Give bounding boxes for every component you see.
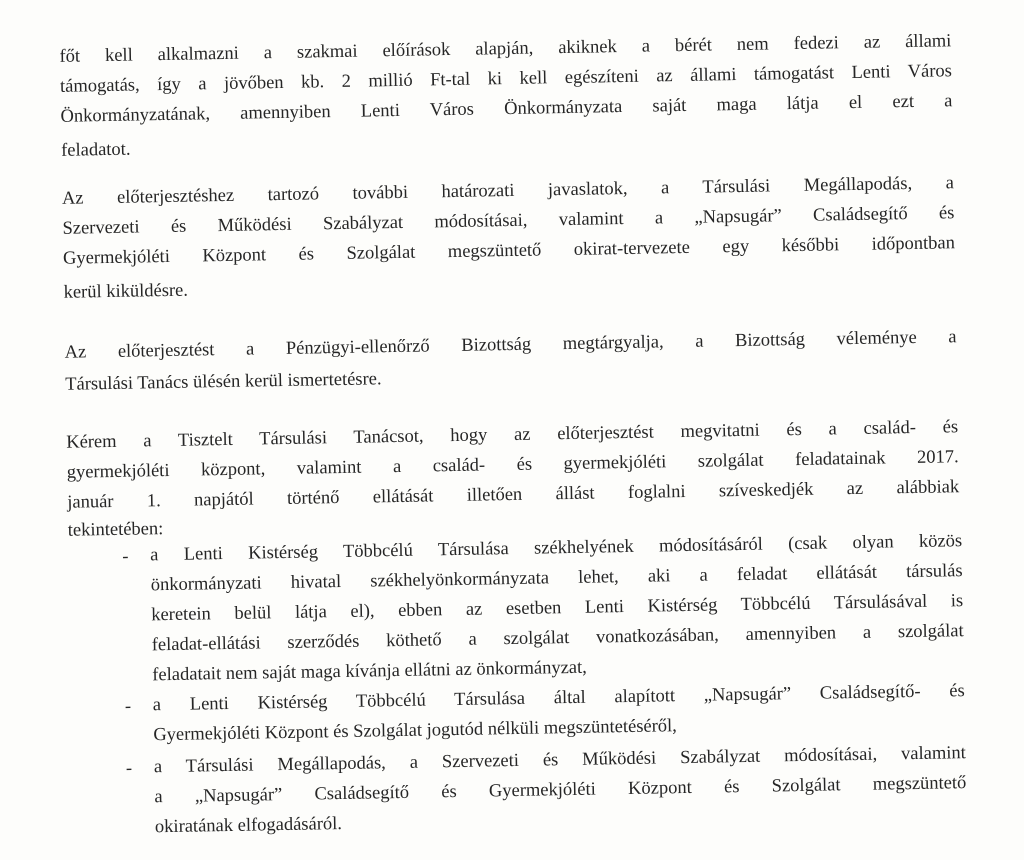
text-line: Társulási Tanács ülésén kerül ismertetésre. [65, 369, 382, 395]
text-line: Önkormányzatának, amennyiben Lenti Város Önkormányzata saját maga látja el ezt a [60, 91, 953, 127]
text-line: tekintetében: [67, 519, 164, 541]
text-line: Gyermekjóléti Központ és Szolgálat jogutód nélküli megszüntetéséről, [153, 716, 677, 746]
text-line: főt kell alkalmazni a szakmai előírások alapján, akiknek a bérét nem fedezi az állami [59, 31, 952, 67]
text-line: a Társulási Megállapodás, a Szervezeti és Működési Szabályzat módosításai, valamint [153, 743, 966, 778]
text-line: Gyermekjóléti Központ és Szolgálat megszüntető okirat-tervezete egy későbbi időpontban [62, 233, 956, 269]
bullet-dash: - [125, 758, 133, 779]
text-line: Az előterjesztést a Pénzügyi-ellenőrző Bizottság megtárgyalja, a Bizottság véleménye a [64, 327, 957, 363]
bullet-dash: - [122, 546, 129, 567]
text-line: feladatait nem saját maga kívánja ellátni az önkormányzat, [152, 657, 587, 686]
text-line: a Lenti Kistérség Többcélú Társulása székhelyének módosításáról (csak olyan közös [150, 531, 963, 566]
text-line: feladat-ellátási szerződés köthető a szolgálat vonatkozásában, amennyiben a szolgálat [151, 621, 964, 656]
text-line: Az előterjesztéshez tartozó további határozati javaslatok, a Társulási Megállapodás, a [61, 173, 955, 209]
text-line: támogatás, így a jövőben kb. 2 millió Ft-tal ki kell egészíteni az állami támogatást Lenti Város [59, 61, 953, 97]
text-line: Szervezeti és Működési Szabályzat módosításai, valamint a „Napsugár” Családsegítő és [62, 203, 955, 239]
text-line: keretein belül látja el), ebben az esetben Lenti Kistérség Többcélú Társulásával is [151, 591, 964, 626]
text-line: január 1. napjától történő ellátását illetően állást foglalni szíveskedjék az alábbiak [67, 477, 960, 513]
text-line: okiratának elfogadásáról. [154, 814, 343, 838]
text-line: Kérem a Tisztelt Társulási Tanácsot, hogy az előterjesztést megvitatni és a család- és [66, 417, 959, 453]
bullet-dash: - [124, 696, 132, 717]
text-line: a Lenti Kistérség Többcélú Társulása által alapított „Napsugár” Családsegítő- és [152, 681, 965, 716]
text-line: önkormányzati hivatal székhelyönkormányzata lehet, aki a feladat ellátását társulás [150, 561, 963, 596]
text-line: feladatot. [60, 139, 131, 161]
text-line: a „Napsugár” Családsegítő és Gyermekjóléti Központ és Szolgálat megszüntető [154, 773, 967, 808]
paragraph-1 [0, 0, 1017, 161]
text-line: gyermekjóléti központ, valamint a család- és gyermekjóléti szolgálat feladatainak 2017. [66, 447, 959, 483]
text-line: kerül kiküldésre. [63, 280, 189, 303]
